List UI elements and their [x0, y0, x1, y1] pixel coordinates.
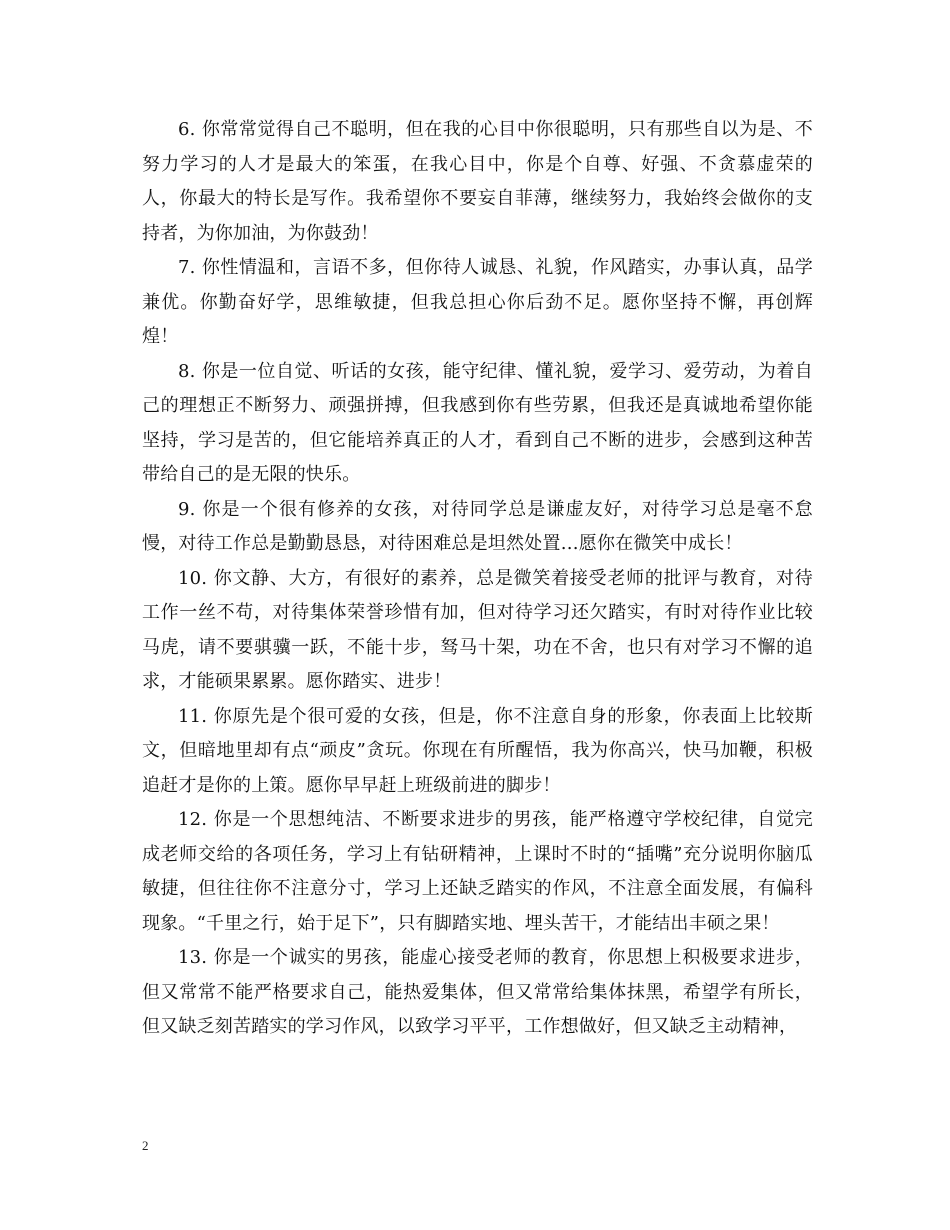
paragraph-comment-6: 6. 你常常觉得自己不聪明，但在我的心目中你很聪明，只有那些自以为是、不努力学习的人才是最大的笨蛋，在我心目中，你是个自尊、好强、不贪慕虚荣的人，你最大的特长是写作。我希望你不要妄自菲薄，继续努力，我始终会做你的支持者，为你加油，为你鼓劲！ — [142, 119, 813, 244]
page-number: 2 — [142, 1138, 149, 1153]
paragraph-comment-12: 12. 你是一个思想纯洁、不断要求进步的男孩，能严格遵守学校纪律，自觉完成老师交给的各项任务，学习上有钻研精神，上课时不时的“插嘴”充分说明你脑瓜敏捷，但往往你不注意分寸，学习上还缺乏踏实的作风，不注意全面发展，有偏科现象。“千里之行，始于足下”，只有脚踏实地、埋头苦干，才能结出丰硕之果！ — [142, 809, 813, 934]
paragraph-comment-11: 11. 你原先是个很可爱的女孩，但是，你不注意自身的形象，你表面上比较斯文，但暗地里却有点“顽皮”贪玩。你现在有所醒悟，我为你高兴，快马加鞭，积极追赶才是你的上策。愿你早早赶上班级前进的脚步！ — [142, 705, 813, 796]
paragraph-comment-9: 9. 你是一个很有修养的女孩，对待同学总是谦虚友好，对待学习总是毫不怠慢，对待工作总是勤勤恳恳，对待困难总是坦然处置…愿你在微笑中成长！ — [142, 498, 813, 554]
paragraph-comment-13: 13. 你是一个诚实的男孩，能虚心接受老师的教育，你思想上积极要求进步，但又常常不能严格要求自己，能热爱集体，但又常常给集体抹黑，希望学有所长，但又缺乏刻苦踏实的学习作风，以致学习平平，工作想做好，但又缺乏主动精神， — [142, 947, 813, 1037]
paragraph-comment-10: 10. 你文静、大方，有很好的素养，总是微笑着接受老师的批评与教育，对待工作一丝不苟，对待集体荣誉珍惜有加，但对待学习还欠踏实，有时对待作业比较马虎，请不要骐骥一跃，不能十步，驽马十架，功在不舍，也只有对学习不懈的追求，才能硕果累累。愿你踏实、进步！ — [142, 567, 813, 692]
paragraph-comment-8: 8. 你是一位自觉、听话的女孩，能守纪律、懂礼貌，爱学习、爱劳动，为着自己的理想正不断努力、顽强拼搏，但我感到你有些劳累，但我还是真诚地希望你能坚持，学习是苦的，但它能培养真正的人才，看到自己不断的进步，会感到这种苦带给自己的是无限的快乐。 — [142, 360, 813, 485]
paragraph-comment-7: 7. 你性情温和，言语不多，但你待人诚恳、礼貌，作风踏实，办事认真，品学兼优。你勤奋好学，思维敏捷，但我总担心你后劲不足。愿你坚持不懈，再创辉煌！ — [142, 257, 813, 347]
document-body — [142, 113, 813, 1045]
